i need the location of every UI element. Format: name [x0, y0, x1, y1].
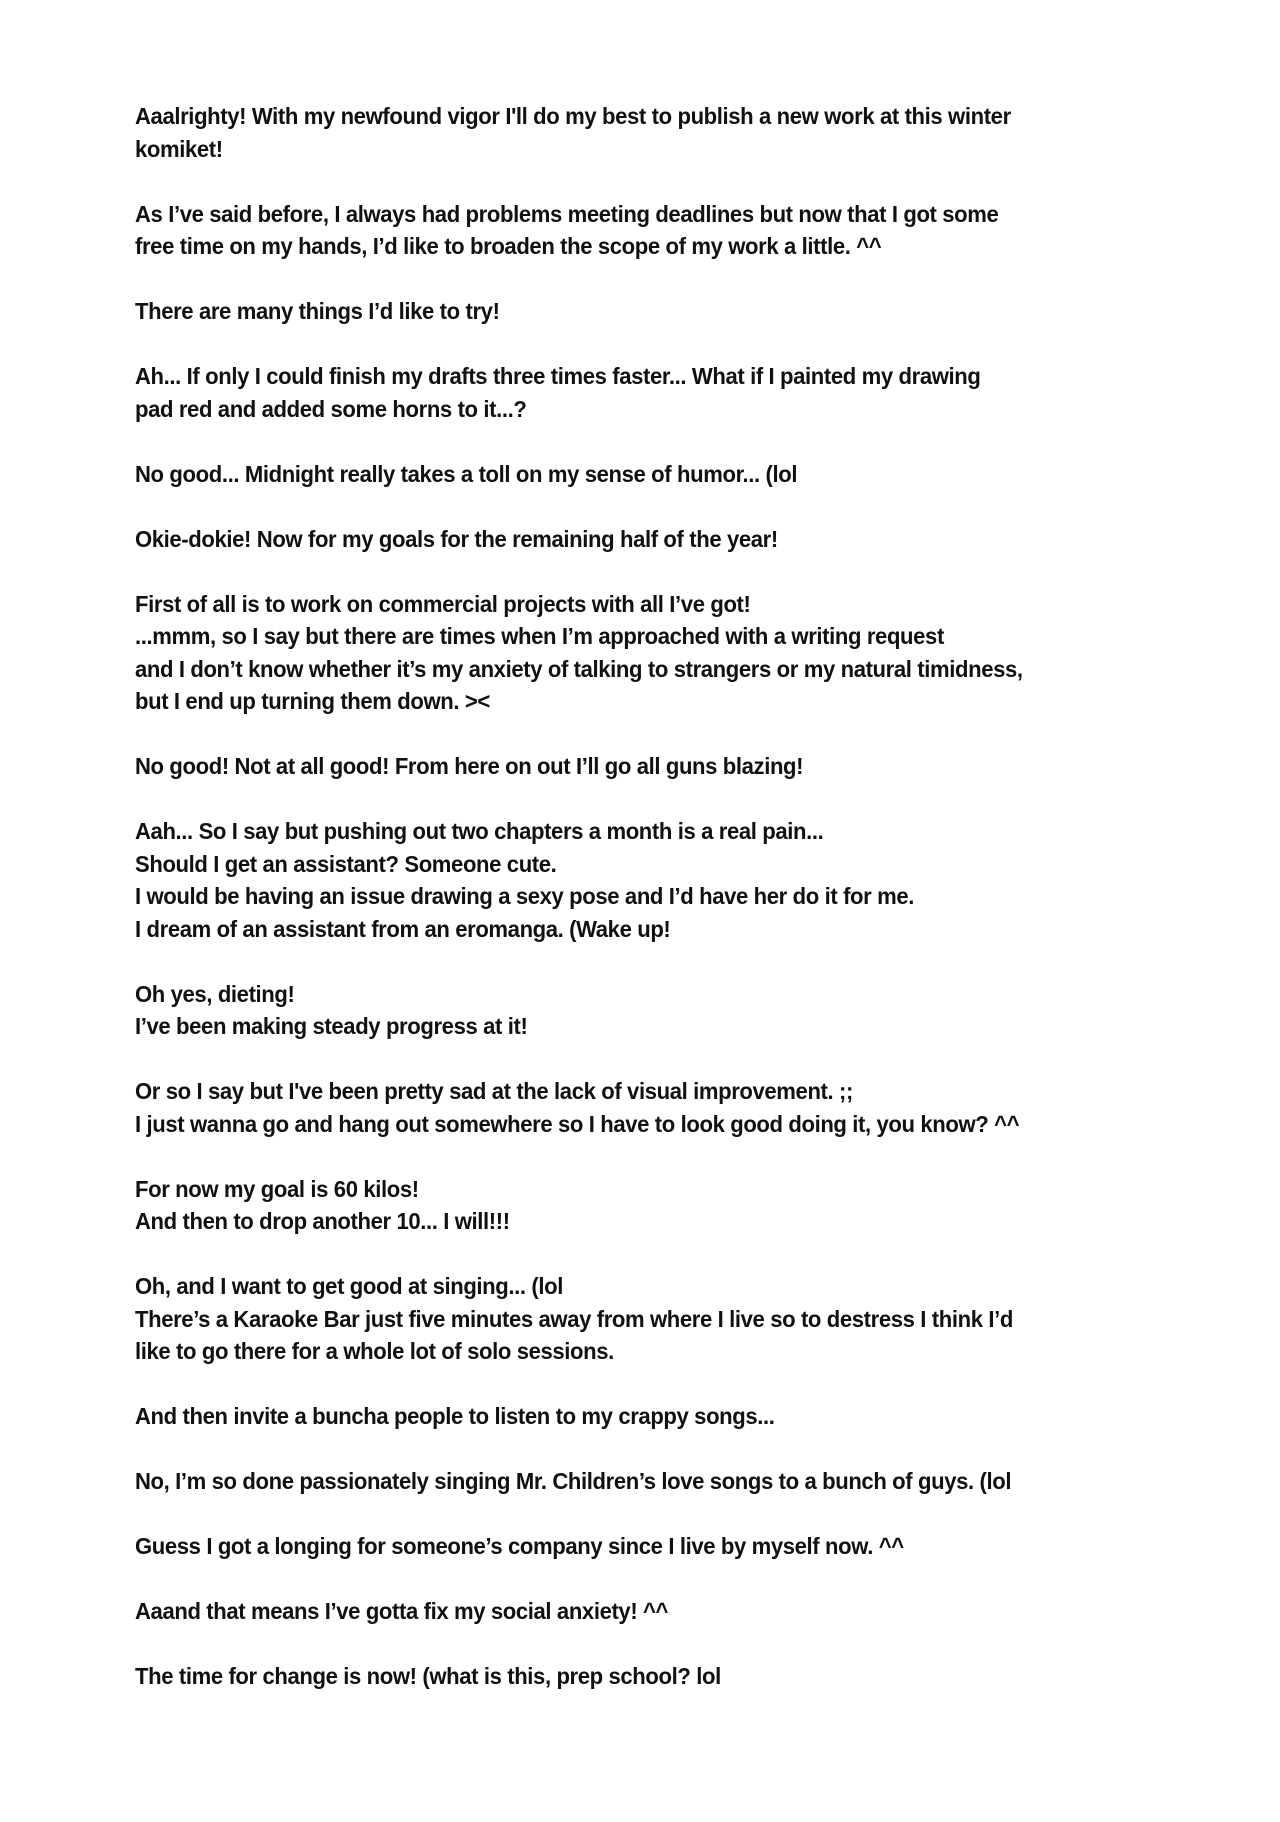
- text-line: Or so I say but I've been pretty sad at the lack of visual improvement. ;;: [135, 1078, 853, 1104]
- text-line: And then invite a buncha people to listen to my crappy songs...: [135, 1403, 775, 1429]
- text-line: First of all is to work on commercial projects with all I’ve got!: [135, 590, 751, 617]
- paragraph: [135, 458, 1215, 491]
- text-line: No good! Not at all good! From here on out I’ll go all guns blazing!: [135, 753, 804, 779]
- text-line: No, I’m so done passionately singing Mr. Children’s love songs to a bunch of guys. (lol: [135, 1468, 1012, 1494]
- text-line: Oh, and I want to get good at singing... (lol: [135, 1273, 563, 1299]
- paragraph: [135, 1173, 1215, 1238]
- paragraph: [135, 1465, 1215, 1498]
- text-line: Ah... If only I could finish my drafts three times faster... What if I painted my drawing: [135, 363, 981, 389]
- text-line: The time for change is now! (what is this, prep school? lol: [135, 1663, 721, 1689]
- paragraph: [135, 978, 1215, 1043]
- text-line: ...mmm, so I say but there are times when I’m approached with a writing request: [135, 623, 944, 649]
- text-line: As I’ve said before, I always had problems meeting deadlines but now that I got some: [135, 200, 999, 227]
- paragraph: [135, 523, 1215, 556]
- text-line: and I don’t know whether it’s my anxiety of talking to strangers or my natural timidness,: [135, 655, 1023, 682]
- paragraph: [135, 750, 1215, 783]
- text-line: Should I get an assistant? Someone cute.: [135, 850, 557, 877]
- text-line: I’ve been making steady progress at it!: [135, 1013, 528, 1039]
- paragraph: [135, 1400, 1215, 1433]
- paragraph: [135, 1530, 1215, 1563]
- text-line: I just wanna go and hang out somewhere so I have to look good doing it, you know? ^^: [135, 1110, 1020, 1137]
- text-line: I dream of an assistant from an eromanga. (Wake up!: [135, 915, 671, 942]
- paragraph: [135, 815, 1215, 945]
- document-page: [135, 100, 1215, 1725]
- text-line: Oh yes, dieting!: [135, 980, 295, 1007]
- text-line: For now my goal is 60 kilos!: [135, 1175, 419, 1202]
- text-line: like to go there for a whole lot of solo sessions.: [135, 1338, 614, 1364]
- paragraph: [135, 588, 1215, 718]
- text-line: Aaalrighty! With my newfound vigor I'll do my best to publish a new work at this winter: [135, 103, 1011, 129]
- text-line: There are many things I’d like to try!: [135, 298, 500, 324]
- paragraph: [135, 198, 1215, 263]
- text-line: Guess I got a longing for someone’s company since I live by myself now. ^^: [135, 1533, 904, 1559]
- text-line: komiket!: [135, 135, 223, 162]
- paragraph: [135, 1660, 1215, 1693]
- text-line: And then to drop another 10... I will!!!: [135, 1208, 510, 1234]
- text-line: free time on my hands, I’d like to broaden the scope of my work a little. ^^: [135, 233, 882, 259]
- paragraph: [135, 1075, 1215, 1140]
- text-line: but I end up turning them down. ><: [135, 688, 490, 714]
- text-line: I would be having an issue drawing a sexy pose and I’d have her do it for me.: [135, 883, 914, 909]
- text-line: Aah... So I say but pushing out two chapters a month is a real pain...: [135, 818, 824, 844]
- paragraph: [135, 1595, 1215, 1628]
- paragraph: [135, 295, 1215, 328]
- text-line: No good... Midnight really takes a toll on my sense of humor... (lol: [135, 460, 798, 487]
- paragraph: [135, 360, 1215, 425]
- text-line: pad red and added some horns to it...?: [135, 395, 527, 422]
- paragraph: [135, 1270, 1215, 1368]
- paragraph: [135, 100, 1215, 165]
- text-line: There’s a Karaoke Bar just five minutes away from where I live so to destress I think I’d: [135, 1305, 1013, 1332]
- text-line: Okie-dokie! Now for my goals for the remaining half of the year!: [135, 525, 778, 552]
- text-line: Aaand that means I’ve gotta fix my social anxiety! ^^: [135, 1598, 669, 1624]
